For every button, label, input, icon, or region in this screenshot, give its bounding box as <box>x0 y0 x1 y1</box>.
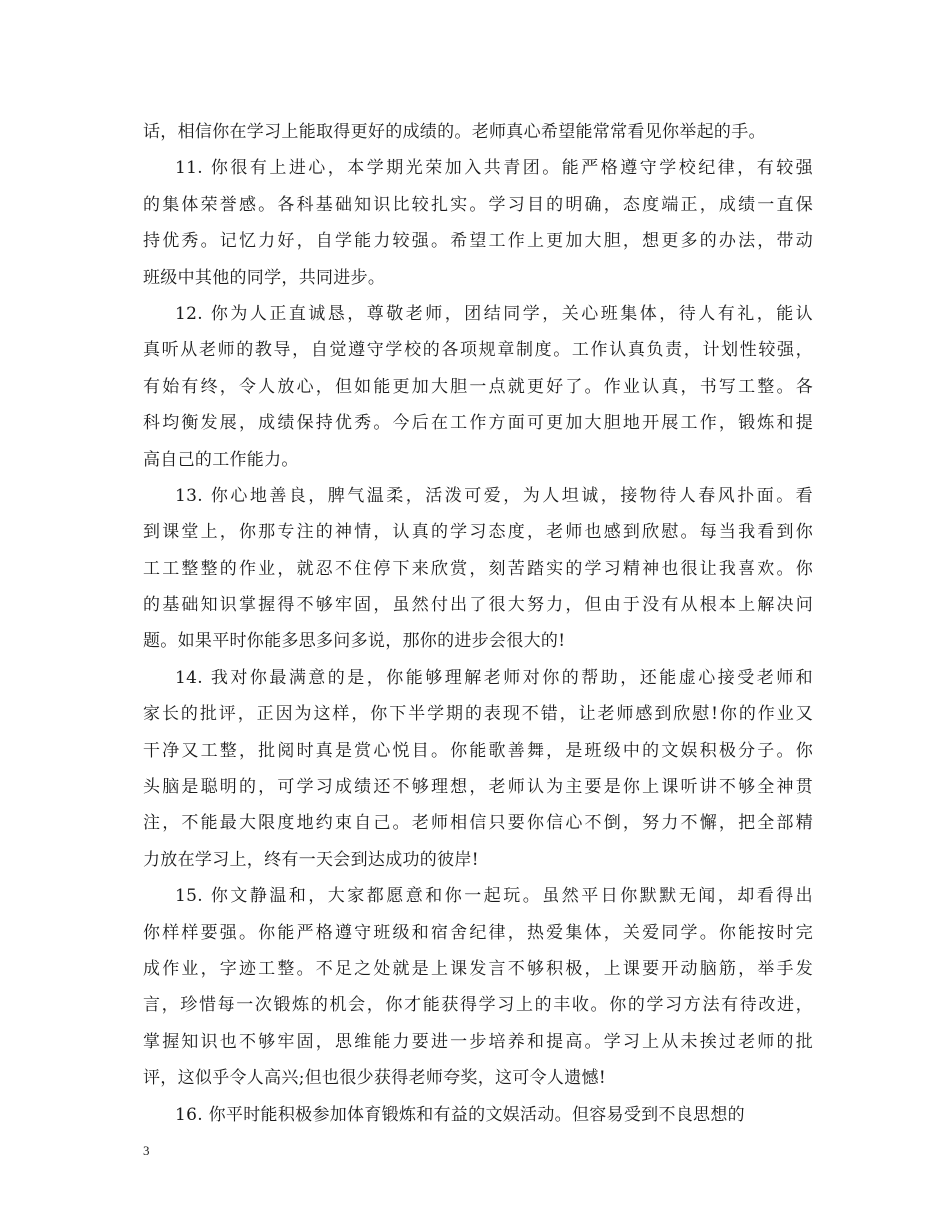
paragraph-line: 干净又工整，批阅时真是赏心悦目。你能歌善舞，是班级中的文娱积极分子。你 <box>143 740 813 761</box>
paragraph-line: 工工整整的作业，就忍不住停下来欣赏，刻苦踏实的学习精神也很让我喜欢。你 <box>143 558 813 579</box>
paragraph-line: 掌握知识也不够牢固，思维能力要进一步培养和提高。学习上从未挨过老师的批 <box>143 1031 813 1052</box>
paragraph-line: 班级中其他的同学，共同进步。 <box>143 267 386 288</box>
paragraph-line: 你样样要强。你能严格遵守班级和宿舍纪律，热爱集体，关爱同学。你能按时完 <box>143 922 813 943</box>
paragraph-line: 持优秀。记忆力好，自学能力较强。希望工作上更加大胆，想更多的办法，带动 <box>143 231 813 252</box>
paragraph-line: 高自己的工作能力。 <box>143 449 299 470</box>
paragraph-line: 力放在学习上，终有一天会到达成功的彼岸! <box>143 849 479 870</box>
page-number: 3 <box>143 1143 150 1158</box>
paragraph-line: 头脑是聪明的，可学习成绩还不够理想，老师认为主要是你上课听讲不够全神贯 <box>143 777 813 798</box>
paragraph-line: 成作业，字迹工整。不足之处就是上课发言不够积极，上课要开动脑筋，举手发 <box>143 958 813 979</box>
paragraph-line: 14. 我对你最满意的是，你能够理解老师对你的帮助，还能虚心接受老师和 <box>175 667 813 688</box>
paragraph-line: 到课堂上，你那专注的神情，认真的学习态度，老师也感到欣慰。每当我看到你 <box>143 522 813 543</box>
paragraph-line: 真听从老师的教导，自觉遵守学校的各项规章制度。工作认真负责，计划性较强， <box>143 340 813 361</box>
paragraph-line: 评，这似乎令人高兴;但也很少获得老师夸奖，这可令人遗憾! <box>143 1068 606 1089</box>
paragraph-line: 话，相信你在学习上能取得更好的成绩的。老师真心希望能常常看见你举起的手。 <box>143 122 766 142</box>
paragraph-line: 11. 你很有上进心，本学期光荣加入共青团。能严格遵守学校纪律，有较强 <box>175 158 813 179</box>
paragraph-line: 12. 你为人正直诚恳，尊敬老师，团结同学，关心班集体，待人有礼，能认 <box>175 303 813 324</box>
paragraph-line: 科均衡发展，成绩保持优秀。今后在工作方面可更加大胆地开展工作，锻炼和提 <box>143 413 813 434</box>
paragraph-line: 家长的批评，正因为这样，你下半学期的表现不错，让老师感到欣慰!你的作业又 <box>143 704 813 725</box>
paragraph-line: 题。如果平时你能多思多问多说，那你的进步会很大的! <box>143 631 566 652</box>
paragraph-line: 的集体荣誉感。各科基础知识比较扎实。学习目的明确，态度端正，成绩一直保 <box>143 194 813 215</box>
document-body <box>143 114 813 1133</box>
paragraph-line: 的基础知识掌握得不够牢固，虽然付出了很大努力，但由于没有从根本上解决问 <box>143 595 813 616</box>
paragraph-line: 言，珍惜每一次锻炼的机会，你才能获得学习上的丰收。你的学习方法有待改进， <box>143 995 813 1016</box>
paragraph-line: 13. 你心地善良，脾气温柔，活泼可爱，为人坦诚，接物待人春风扑面。看 <box>175 485 813 506</box>
paragraph-line: 16. 你平时能积极参加体育锻炼和有益的文娱活动。但容易受到不良思想的 <box>175 1104 745 1125</box>
paragraph-line: 注，不能最大限度地约束自己。老师相信只要你信心不倒，努力不懈，把全部精 <box>143 813 813 834</box>
paragraph-line: 有始有终，令人放心，但如能更加大胆一点就更好了。作业认真，书写工整。各 <box>143 376 813 397</box>
paragraph-line: 15. 你文静温和，大家都愿意和你一起玩。虽然平日你默默无闻，却看得出 <box>175 886 813 907</box>
